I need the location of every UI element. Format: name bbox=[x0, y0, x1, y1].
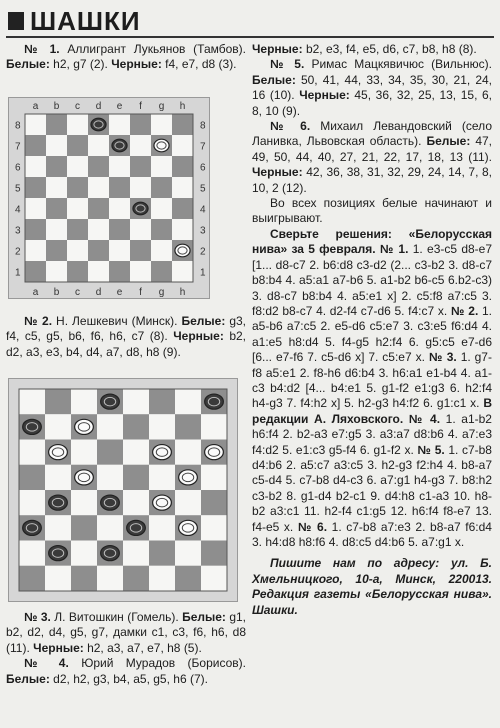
file-label: b bbox=[53, 287, 60, 298]
problem-author: Римас Мацкявичюс (Вильнюс). bbox=[304, 57, 492, 72]
light-square bbox=[25, 114, 46, 135]
black-checker bbox=[23, 520, 42, 535]
light-square bbox=[25, 156, 46, 177]
light-square bbox=[67, 114, 88, 135]
light-square bbox=[175, 389, 201, 414]
task-note: Во всех позициях белые начинают и выигрывают. bbox=[252, 196, 492, 226]
black-checker bbox=[127, 520, 146, 535]
problem-number: № 6. bbox=[270, 119, 311, 134]
file-label: e bbox=[116, 101, 123, 112]
checkers-board-2 bbox=[8, 378, 238, 602]
problem-author: Аллигрант Лукьянов (Тамбов). bbox=[59, 42, 247, 56]
black-checker bbox=[23, 419, 42, 434]
light-square bbox=[175, 541, 201, 566]
white-pieces: h2, g7 (2). bbox=[49, 57, 108, 72]
dark-square bbox=[19, 465, 45, 490]
light-square bbox=[151, 198, 172, 219]
white-label: Белые: bbox=[6, 57, 50, 72]
white-checker bbox=[205, 445, 224, 460]
problem-author: Н. Лешкевич (Минск). bbox=[52, 314, 178, 328]
black-pieces: b2, d2, a3, e3, b4, d4, a7, d8, h8 (9). bbox=[6, 329, 247, 359]
answer-number: № 4. bbox=[403, 411, 441, 426]
white-pieces: 47, 49, 50, 44, 40, 27, 21, 22, 17, 18, 13 (11). bbox=[252, 134, 492, 164]
white-pieces: g1, b2, d2, d4, g5, g7, дамки c1, c3, f6, h6, d8 (11). bbox=[6, 610, 246, 655]
white-checker bbox=[75, 470, 94, 485]
dark-square bbox=[25, 219, 46, 240]
white-label: Белые: bbox=[252, 72, 296, 87]
light-square bbox=[71, 440, 97, 465]
black-checker bbox=[101, 394, 120, 409]
dark-square bbox=[71, 515, 97, 540]
light-square bbox=[88, 261, 109, 282]
dark-square bbox=[130, 114, 151, 135]
light-square bbox=[25, 240, 46, 261]
light-square bbox=[97, 566, 123, 591]
dark-square bbox=[175, 414, 201, 439]
black-checker bbox=[101, 495, 120, 510]
light-square bbox=[123, 541, 149, 566]
light-square bbox=[46, 135, 67, 156]
light-square bbox=[130, 219, 151, 240]
light-square bbox=[172, 135, 193, 156]
dark-square bbox=[172, 156, 193, 177]
white-checker bbox=[179, 470, 198, 485]
dark-square bbox=[109, 261, 130, 282]
file-label: a bbox=[32, 287, 39, 298]
light-square bbox=[123, 490, 149, 515]
light-square bbox=[151, 240, 172, 261]
dark-square bbox=[123, 566, 149, 591]
answer-text: 1. a1-b2 h6:f4 2. b2-a3 e7:g5 3. a3:a7 d8:b6 4. a7:e3 f4:d2 5. e1:c3 g5-f4 6. g1-f2 x. bbox=[252, 411, 492, 457]
light-square bbox=[172, 177, 193, 198]
dark-square bbox=[67, 177, 88, 198]
problem-number: № 3. bbox=[24, 610, 51, 624]
black-pieces: 42, 36, 38, 31, 32, 29, 24, 14, 7, 8, 10, 2 (12). bbox=[252, 165, 492, 195]
light-square bbox=[151, 114, 172, 135]
file-label: f bbox=[139, 101, 142, 112]
rank-label: 4 bbox=[15, 204, 21, 216]
rank-label: 1 bbox=[200, 267, 206, 279]
rank-label: 3 bbox=[15, 225, 21, 237]
dark-square bbox=[130, 156, 151, 177]
white-label: Белые: bbox=[178, 610, 226, 624]
light-square bbox=[45, 515, 71, 540]
dark-square bbox=[19, 566, 45, 591]
light-square bbox=[88, 177, 109, 198]
light-square bbox=[19, 389, 45, 414]
dark-square bbox=[123, 465, 149, 490]
answer-number: № 5. bbox=[413, 442, 445, 457]
black-pieces: h2, a3, a7, e7, h8 (5). bbox=[83, 640, 202, 655]
right-column bbox=[252, 42, 492, 618]
light-square bbox=[109, 240, 130, 261]
light-square bbox=[201, 566, 227, 591]
black-checker bbox=[133, 202, 148, 215]
rank-label: 7 bbox=[200, 141, 206, 153]
problem-number: № 1. bbox=[24, 42, 60, 56]
light-square bbox=[201, 414, 227, 439]
light-square bbox=[71, 389, 97, 414]
dark-square bbox=[25, 135, 46, 156]
dark-square bbox=[88, 198, 109, 219]
light-square bbox=[130, 177, 151, 198]
dark-square bbox=[46, 156, 67, 177]
light-square bbox=[45, 414, 71, 439]
light-square bbox=[88, 219, 109, 240]
black-label: Черные: bbox=[107, 57, 162, 72]
black-pieces: f4, e7, d8 (3). bbox=[161, 57, 237, 72]
dark-square bbox=[67, 219, 88, 240]
light-square bbox=[109, 156, 130, 177]
black-label: Черные: bbox=[252, 42, 303, 56]
dark-square bbox=[109, 177, 130, 198]
footer-address: Пишите нам по адресу: ул. Б. Хмельницкого, 10-а, Минск, 220013. Редакция газеты «Белорусская нива». Шашки. bbox=[252, 556, 492, 617]
problem-author: Михаил Левандовский (село Ланивка, Львовская область). bbox=[252, 119, 492, 149]
dark-square bbox=[149, 389, 175, 414]
light-square bbox=[109, 198, 130, 219]
white-label: Белые: bbox=[426, 134, 471, 149]
light-square bbox=[88, 135, 109, 156]
light-square bbox=[67, 156, 88, 177]
black-checker bbox=[101, 546, 120, 561]
rank-label: 1 bbox=[15, 267, 21, 279]
light-square bbox=[123, 440, 149, 465]
problem-author: Л. Витошкин (Гомель). bbox=[50, 610, 179, 624]
black-pieces: 45, 36, 32, 25, 13, 15, 6, 8, 10 (9). bbox=[252, 88, 492, 118]
black-label: Черные: bbox=[173, 329, 224, 344]
black-checker bbox=[91, 118, 106, 131]
answers-heading: Сверьте решения: «Белорусская нива» за 5 февраля. bbox=[252, 226, 492, 257]
file-label: h bbox=[179, 287, 186, 298]
light-square bbox=[19, 541, 45, 566]
light-square bbox=[149, 414, 175, 439]
rank-label: 4 bbox=[200, 204, 206, 216]
white-checker bbox=[153, 445, 172, 460]
black-pieces: b2, e3, f4, e5, d6, c7, b8, h8 (8). bbox=[302, 42, 477, 56]
rank-label: 2 bbox=[200, 246, 206, 258]
light-square bbox=[130, 261, 151, 282]
dark-square bbox=[25, 177, 46, 198]
black-label: Черные: bbox=[252, 165, 303, 180]
problem-1 bbox=[6, 42, 246, 73]
light-square bbox=[201, 515, 227, 540]
answer-number: № 1. bbox=[379, 242, 409, 257]
dark-square bbox=[109, 219, 130, 240]
black-checker bbox=[205, 394, 224, 409]
editor-note: В редакции А. Ляховского. bbox=[252, 396, 493, 426]
dark-square bbox=[67, 261, 88, 282]
file-label: d bbox=[95, 101, 102, 112]
dark-square bbox=[123, 414, 149, 439]
black-checker bbox=[112, 139, 127, 152]
white-checker bbox=[175, 244, 190, 257]
file-label: g bbox=[158, 287, 165, 298]
light-square bbox=[130, 135, 151, 156]
dark-square bbox=[172, 198, 193, 219]
light-square bbox=[97, 465, 123, 490]
white-checker bbox=[179, 520, 198, 535]
answer-text: 1. c7-b8 a7:e3 2. b8-a7 f6:d4 3. h4:d8 h8:f6 4. d8:c5 d4:b6 5. a7:g1 x. bbox=[252, 519, 492, 549]
light-square bbox=[109, 114, 130, 135]
light-square bbox=[71, 490, 97, 515]
light-square bbox=[19, 440, 45, 465]
dark-square bbox=[46, 198, 67, 219]
file-label: e bbox=[116, 287, 123, 298]
light-square bbox=[175, 440, 201, 465]
rank-label: 3 bbox=[200, 225, 206, 237]
answer-number: № 6. bbox=[293, 519, 328, 534]
light-square bbox=[19, 490, 45, 515]
light-square bbox=[67, 198, 88, 219]
white-checker bbox=[49, 445, 68, 460]
light-square bbox=[45, 566, 71, 591]
light-square bbox=[149, 465, 175, 490]
dark-square bbox=[71, 566, 97, 591]
light-square bbox=[123, 389, 149, 414]
answer-number: № 2. bbox=[447, 303, 479, 318]
header bbox=[6, 6, 494, 38]
answer-text: 1. a5-b6 a7:c5 2. e5-d6 c5:e7 3. c3:e5 f6:d4 4. a1:e5 h8:d4 5. f4-g5 h2:f4 6. g5:c5 e7-d6 [6... e7-f6 7. c5-d6 x] 7. c5:e7 x. bbox=[252, 303, 493, 365]
white-checker bbox=[153, 495, 172, 510]
light-square bbox=[71, 541, 97, 566]
white-pieces: g3, f4, c5, g5, b6, f6, h6, c7 (8). bbox=[6, 314, 247, 344]
checkers-board-1 bbox=[8, 97, 210, 299]
dark-square bbox=[172, 114, 193, 135]
problem-number: № 4. bbox=[24, 656, 69, 671]
white-label: Белые: bbox=[6, 671, 50, 686]
file-label: g bbox=[158, 101, 165, 112]
light-square bbox=[175, 490, 201, 515]
rank-label: 8 bbox=[200, 120, 206, 132]
problem-3 bbox=[6, 610, 246, 687]
dark-square bbox=[151, 261, 172, 282]
dark-square bbox=[151, 177, 172, 198]
light-square bbox=[172, 219, 193, 240]
light-square bbox=[46, 261, 67, 282]
white-checker bbox=[75, 419, 94, 434]
light-square bbox=[67, 240, 88, 261]
rank-label: 8 bbox=[15, 120, 21, 132]
dark-square bbox=[25, 261, 46, 282]
light-square bbox=[46, 219, 67, 240]
board-svg bbox=[9, 379, 237, 601]
file-label: h bbox=[179, 101, 186, 112]
problem-number: № 2. bbox=[24, 314, 53, 328]
dark-square bbox=[175, 566, 201, 591]
light-square bbox=[149, 566, 175, 591]
dark-square bbox=[151, 219, 172, 240]
file-label: c bbox=[75, 101, 80, 112]
file-label: c bbox=[75, 287, 80, 298]
rank-label: 6 bbox=[15, 162, 21, 174]
dark-square bbox=[130, 240, 151, 261]
answer-text: 1. c7-b8 d4:b6 2. a5:c7 a3:c5 3. h2-g3 f2:h4 4. b8-a7 c5-d4 5. c7-b8 d4-c3 6. a7:g1 h4-g3 7. b8:h2 c3-b2 8. g1-d4 b2-c1 9. d4:h8 c1-a3 10. h8-b2 a3:c1 11. h2-f4 c1:g5 12. h6:f4 f8-e7 13. f4-e5 x. bbox=[252, 442, 492, 534]
answer-text: 1. e3-c5 d8-e7 [1... d8-c7 2. b6:d8 c3-d2 (2... c3-b2 3. d8-c7 b8:b4 4. a5:a1 a7-b6 5. a1-b2 b6-c5 6.b2-c3) 3. d8-c7 b8:b4 4. a5:e1 x] 2. c5:f8 a7:c5 3. f8:d2 b8-c7 4. d2-f4 c7-d6 5. f4:c7 x. bbox=[252, 242, 493, 318]
rank-label: 7 bbox=[15, 141, 21, 153]
dark-square bbox=[149, 541, 175, 566]
dark-square bbox=[67, 135, 88, 156]
dark-square bbox=[46, 240, 67, 261]
light-square bbox=[172, 261, 193, 282]
rank-label: 5 bbox=[200, 183, 206, 195]
dark-square bbox=[88, 240, 109, 261]
light-square bbox=[97, 414, 123, 439]
problem-2 bbox=[6, 314, 246, 360]
file-label: a bbox=[32, 101, 39, 112]
answer-number: № 3. bbox=[424, 350, 457, 365]
black-checker bbox=[49, 546, 68, 561]
black-label: Черные: bbox=[29, 640, 84, 655]
board-svg bbox=[9, 98, 209, 298]
black-checker bbox=[49, 495, 68, 510]
dark-square bbox=[201, 490, 227, 515]
file-label: b bbox=[53, 101, 60, 112]
dark-square bbox=[45, 389, 71, 414]
problem-author: Юрий Мурадов (Борисов). bbox=[68, 656, 246, 671]
light-square bbox=[46, 177, 67, 198]
dark-square bbox=[46, 114, 67, 135]
header-square-icon bbox=[8, 12, 24, 30]
answer-text: 1. g7-f8 a5:e1 2. f8-h6 d6:b4 3. h6:a1 e1-b4 4. a1-c3 b4:d2 [4... b4:e1 5. g1-f2 e1:g3 6. h2:f4 h4-g3 7. f4:h2 x] 5. h2-g3 h4:f2 6. g1:c1 x. bbox=[252, 350, 492, 411]
file-label: d bbox=[95, 287, 102, 298]
light-square bbox=[97, 515, 123, 540]
light-square bbox=[25, 198, 46, 219]
light-square bbox=[149, 515, 175, 540]
problem-number: № 5. bbox=[270, 57, 305, 72]
black-label: Черные: bbox=[294, 88, 350, 103]
dark-square bbox=[97, 440, 123, 465]
white-pieces: 50, 41, 44, 33, 34, 35, 30, 21, 24, 16 (10). bbox=[252, 72, 492, 103]
rank-label: 5 bbox=[15, 183, 21, 195]
white-checker bbox=[154, 139, 169, 152]
light-square bbox=[151, 156, 172, 177]
white-label: Белые: bbox=[177, 314, 226, 328]
rank-label: 2 bbox=[15, 246, 21, 258]
dark-square bbox=[88, 156, 109, 177]
rank-label: 6 bbox=[200, 162, 206, 174]
file-label: f bbox=[139, 287, 142, 298]
section-title: ШАШКИ bbox=[30, 6, 141, 36]
light-square bbox=[201, 465, 227, 490]
light-square bbox=[45, 465, 71, 490]
dark-square bbox=[201, 541, 227, 566]
white-pieces: d2, h2, g3, b4, a5, g5, h6 (7). bbox=[49, 671, 208, 686]
